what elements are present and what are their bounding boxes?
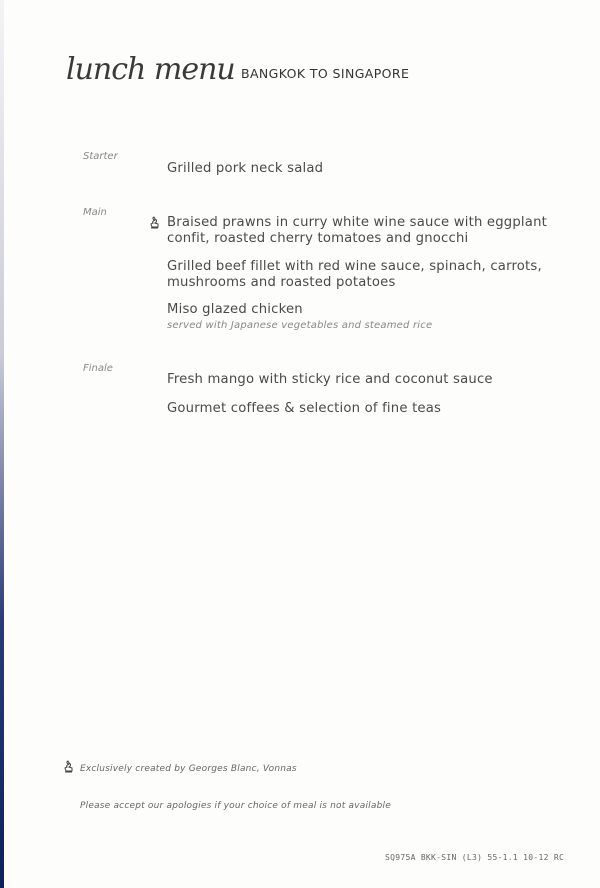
dish-item [167,302,567,333]
route-title: BANGKOK TO SINGAPORE [241,66,410,81]
dish-name: Braised prawns in curry white wine sauce with eggplant confit, roasted cherry tomatoes and gnocchi [167,215,548,246]
chef-hat-icon [63,760,74,774]
availability-note: Please accept our apologies if your choice of meal is not available [80,801,391,811]
dish-item [167,372,567,388]
chef-credit-note: Exclusively created by Georges Blanc, Vonnas [80,764,297,774]
dish-name: Fresh mango with sticky rice and coconut sauce [167,372,493,387]
course-label-finale: Finale [83,363,113,374]
dish-item [167,161,567,177]
menu-code: SQ975A BKK-SIN (L3) 55-1.1 10-12 RC [385,853,565,862]
dish-note: served with Japanese vegetables and steamed rice [167,320,433,331]
dish-name: Grilled beef fillet with red wine sauce, spinach, carrots, mushrooms and roasted potatoes [167,259,542,290]
course-label-starter: Starter [83,151,118,162]
menu-title: lunch menu [66,52,235,87]
dish-name: Grilled pork neck salad [167,161,324,176]
dish-item [167,401,567,417]
chef-hat-icon [149,216,160,230]
course-label-main: Main [83,207,107,218]
dish-item [167,259,567,291]
dish-item [167,215,567,247]
dish-name: Gourmet coffees & selection of fine teas [167,401,442,416]
page-edge-shadow [0,0,4,888]
dish-name: Miso glazed chicken [167,302,303,317]
